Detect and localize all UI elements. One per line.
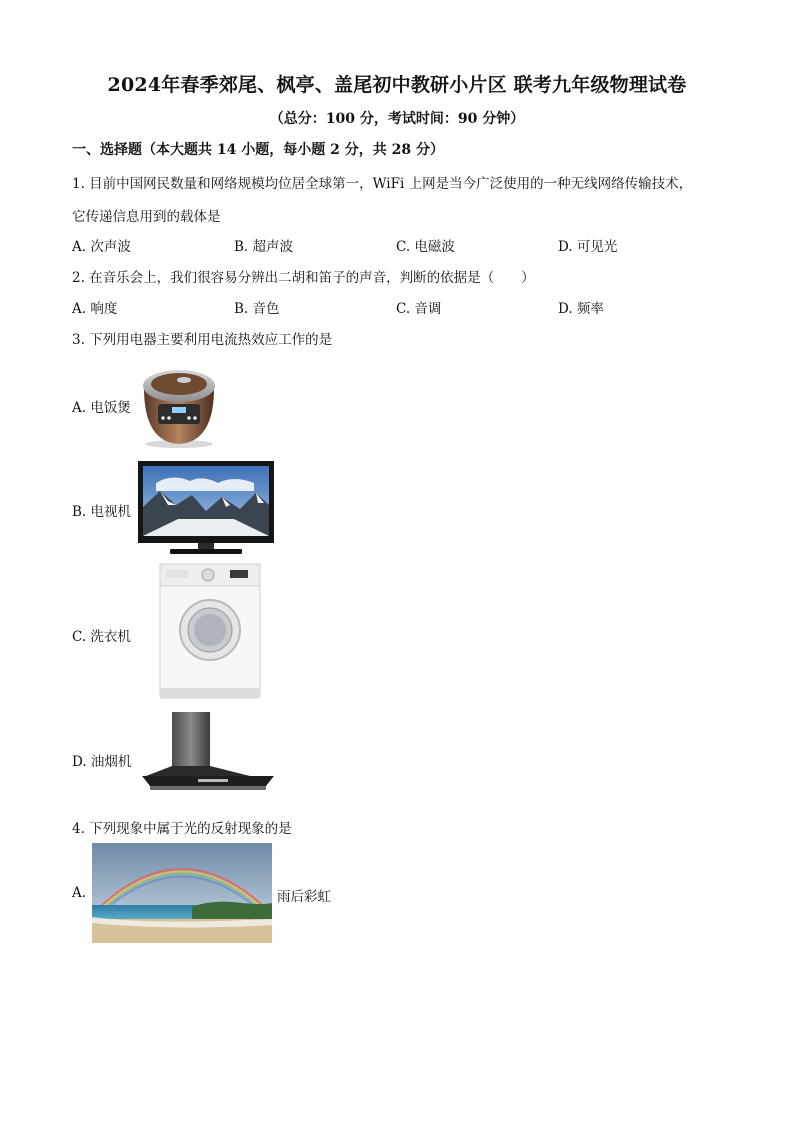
q3-option-a: A. 电饭煲: [72, 400, 131, 416]
q1-option-a: A. 次声波: [72, 239, 131, 255]
television-image: [138, 461, 274, 555]
q4-option-a-text: 雨后彩虹: [277, 889, 331, 905]
q3-option-c: C. 洗衣机: [72, 629, 131, 645]
q1-option-b: B. 超声波: [234, 239, 294, 255]
question-1-line-1: 1. 目前中国网民数量和网络规模均位居全球第一，WiFi 上网是当今广泛使用的一种无线网络传输技术，: [72, 176, 693, 192]
section-heading: 一、选择题（本大题共 14 小题，每小题 2 分，共 28 分）: [72, 142, 444, 158]
q2-option-a: A. 响度: [72, 301, 118, 317]
question-2-line-1: 2. 在音乐会上，我们很容易分辨出二胡和笛子的声音，判断的依据是（ ）: [72, 270, 535, 286]
question-1-line-2: 它传递信息用到的载体是: [72, 209, 221, 225]
q2-option-c: C. 音调: [396, 301, 442, 317]
rainbow-photo: [92, 843, 272, 943]
q4-option-a: A.: [72, 885, 87, 901]
q2-option-d: D. 频率: [558, 301, 604, 317]
exam-info: （总分：100 分，考试时间：90 分钟）: [269, 111, 525, 127]
rice-cooker-image: [138, 358, 220, 450]
q1-option-d: D. 可见光: [558, 239, 618, 255]
question-4-line-1: 4. 下列现象中属于光的反射现象的是: [72, 821, 292, 837]
q1-option-c: C. 电磁波: [396, 239, 455, 255]
washing-machine-image: [158, 562, 262, 702]
q3-option-b: B. 电视机: [72, 504, 132, 520]
q2-option-b: B. 音色: [234, 301, 280, 317]
page-title: 2024年春季郊尾、枫亭、盖尾初中教研小片区 联考九年级物理试卷: [107, 74, 687, 96]
question-3-line-1: 3. 下列用电器主要利用电流热效应工作的是: [72, 332, 333, 348]
range-hood-image: [138, 710, 278, 798]
q3-option-d: D. 油烟机: [72, 754, 132, 770]
